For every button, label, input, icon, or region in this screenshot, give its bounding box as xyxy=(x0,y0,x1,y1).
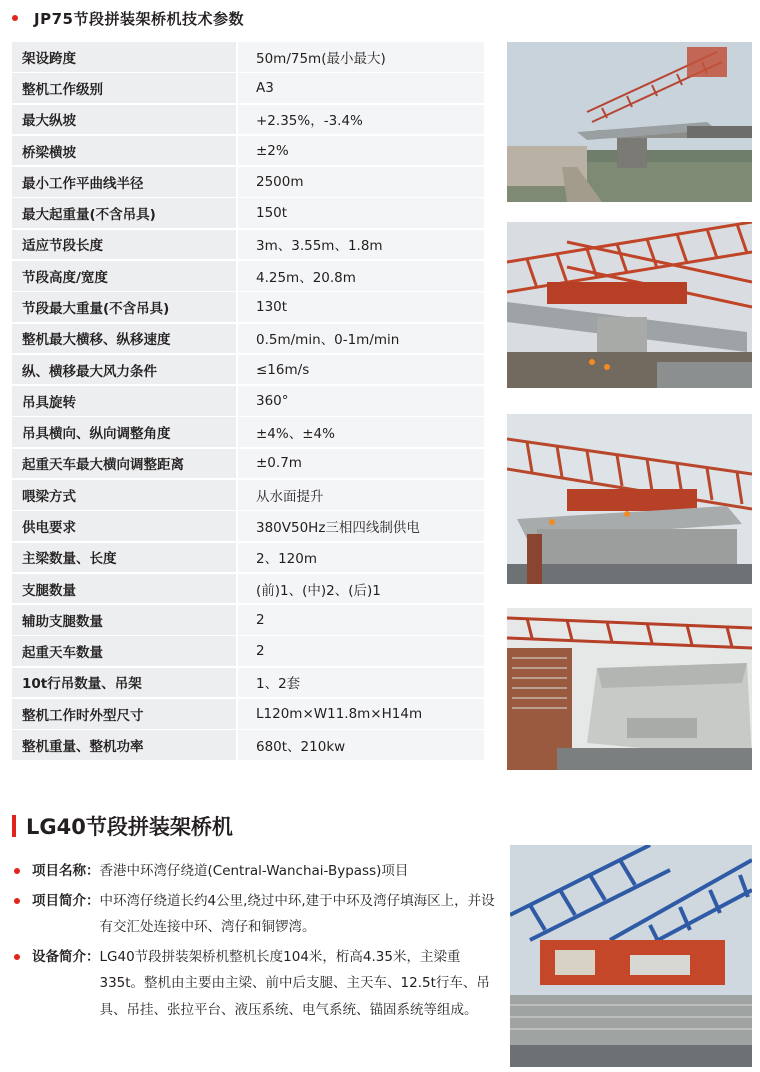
spec-row xyxy=(12,198,484,228)
spec-value: ≤16m/s xyxy=(238,355,484,385)
spec-row xyxy=(12,636,484,666)
spec-label: 喂梁方式 xyxy=(12,480,236,510)
spec-row xyxy=(12,73,484,103)
spec-table xyxy=(12,42,484,761)
spec-value: 680t、210kw xyxy=(238,730,484,760)
bridge-erection-photo-3 xyxy=(507,414,752,584)
section2-title-text: LG40节段拼装架桥机 xyxy=(26,815,233,839)
spec-row xyxy=(12,480,484,510)
spec-value: 0.5m/min、0-1m/min xyxy=(238,324,484,354)
spec-label: 适应节段长度 xyxy=(12,230,236,260)
spec-value: L120m×W11.8m×H14m xyxy=(238,699,484,729)
spec-label: 吊具旋转 xyxy=(12,386,236,416)
spec-label: 纵、横移最大风力条件 xyxy=(12,355,236,385)
spec-value: ±0.7m xyxy=(238,449,484,479)
bullet-dot-icon xyxy=(12,15,18,21)
spec-value: 150t xyxy=(238,198,484,228)
spec-value: 2、120m xyxy=(238,543,484,573)
spec-label: 10t行吊数量、吊架 xyxy=(12,668,236,698)
spec-value: 2 xyxy=(238,636,484,666)
spec-label: 架设跨度 xyxy=(12,42,236,72)
spec-row xyxy=(12,42,484,72)
spec-label: 吊具横向、纵向调整角度 xyxy=(12,417,236,447)
spec-row xyxy=(12,355,484,385)
spec-row xyxy=(12,105,484,135)
title-accent-bar xyxy=(12,815,16,837)
spec-value: (前)1、(中)2、(后)1 xyxy=(238,574,484,604)
spec-row xyxy=(12,668,484,698)
project-info xyxy=(12,858,496,1023)
spec-row xyxy=(12,386,484,416)
spec-value: 3m、3.55m、1.8m xyxy=(238,230,484,260)
spec-value: 2 xyxy=(238,605,484,635)
spec-row xyxy=(12,136,484,166)
spec-label: 节段最大重量(不含吊具) xyxy=(12,292,236,322)
spec-label: 整机工作时外型尺寸 xyxy=(12,699,236,729)
section1-title xyxy=(12,4,244,32)
spec-value: ±4%、±4% xyxy=(238,417,484,447)
project-name-item xyxy=(12,858,496,885)
bullet-dot-icon xyxy=(14,898,20,904)
spec-label: 整机最大横移、纵移速度 xyxy=(12,324,236,354)
project-intro-value: 中环湾仔绕道长约4公里,绕过中环,建于中环及湾仔填海区上，并设有交汇处连接中环、湾仔和铜锣湾。 xyxy=(99,892,495,935)
spec-row xyxy=(12,261,484,291)
spec-label: 整机重量、整机功率 xyxy=(12,730,236,760)
bridge-erection-photo-2 xyxy=(507,222,752,388)
spec-label: 供电要求 xyxy=(12,511,236,541)
spec-row xyxy=(12,730,484,760)
spec-row xyxy=(12,543,484,573)
project-name-label: 项目名称： xyxy=(32,863,100,879)
spec-row xyxy=(12,324,484,354)
spec-label: 最大起重量(不含吊具) xyxy=(12,198,236,228)
section1-title-text: JP75节段拼装架桥机技术参数 xyxy=(34,9,244,28)
spec-value: 1、2套 xyxy=(238,668,484,698)
project-name-value: 香港中环湾仔绕道(Central-Wanchai-Bypass)项目 xyxy=(99,863,409,879)
equipment-intro-value: LG40节段拼装架桥机整机长度104米，桁高4.35米，主梁重335t。整机由主要由主梁、前中后支腿、主天车、12.5t行车、吊具、吊挂、张拉平台、液压系统、电气系统、锚固系统等组成。 xyxy=(99,948,490,1018)
lg40-bridge-erection-photo xyxy=(510,845,752,1067)
spec-row xyxy=(12,699,484,729)
spec-label: 节段高度/宽度 xyxy=(12,261,236,291)
spec-value: 2500m xyxy=(238,167,484,197)
bullet-dot-icon xyxy=(14,954,20,960)
spec-label: 辅助支腿数量 xyxy=(12,605,236,635)
equipment-intro-item xyxy=(12,944,496,1024)
spec-label: 最大纵坡 xyxy=(12,105,236,135)
spec-value: 360° xyxy=(238,386,484,416)
project-intro-item xyxy=(12,888,496,941)
spec-label: 起重天车最大横向调整距离 xyxy=(12,449,236,479)
spec-value: A3 xyxy=(238,73,484,103)
spec-row xyxy=(12,574,484,604)
spec-row xyxy=(12,417,484,447)
bridge-erection-photo-4 xyxy=(507,608,752,770)
spec-label: 最小工作平曲线半径 xyxy=(12,167,236,197)
spec-row xyxy=(12,511,484,541)
equipment-intro-label: 设备简介： xyxy=(32,948,100,965)
spec-value: 130t xyxy=(238,292,484,322)
bullet-dot-icon xyxy=(14,868,20,874)
spec-label: 支腿数量 xyxy=(12,574,236,604)
spec-label: 桥梁横坡 xyxy=(12,136,236,166)
spec-row xyxy=(12,449,484,479)
spec-value: +2.35%，-3.4% xyxy=(238,105,484,135)
project-intro-label: 项目简介： xyxy=(32,892,100,909)
spec-value: 380V50Hz三相四线制供电 xyxy=(238,511,484,541)
spec-row xyxy=(12,230,484,260)
spec-label: 整机工作级别 xyxy=(12,73,236,103)
spec-row xyxy=(12,292,484,322)
spec-row xyxy=(12,605,484,635)
spec-value: 从水面提升 xyxy=(238,480,484,510)
spec-label: 起重天车数量 xyxy=(12,636,236,666)
bridge-erection-photo-1 xyxy=(507,42,752,202)
spec-row xyxy=(12,167,484,197)
section2-title xyxy=(12,812,233,840)
spec-value: 50m/75m(最小最大) xyxy=(238,42,484,72)
spec-value: ±2% xyxy=(238,136,484,166)
spec-value: 4.25m、20.8m xyxy=(238,261,484,291)
spec-label: 主梁数量、长度 xyxy=(12,543,236,573)
